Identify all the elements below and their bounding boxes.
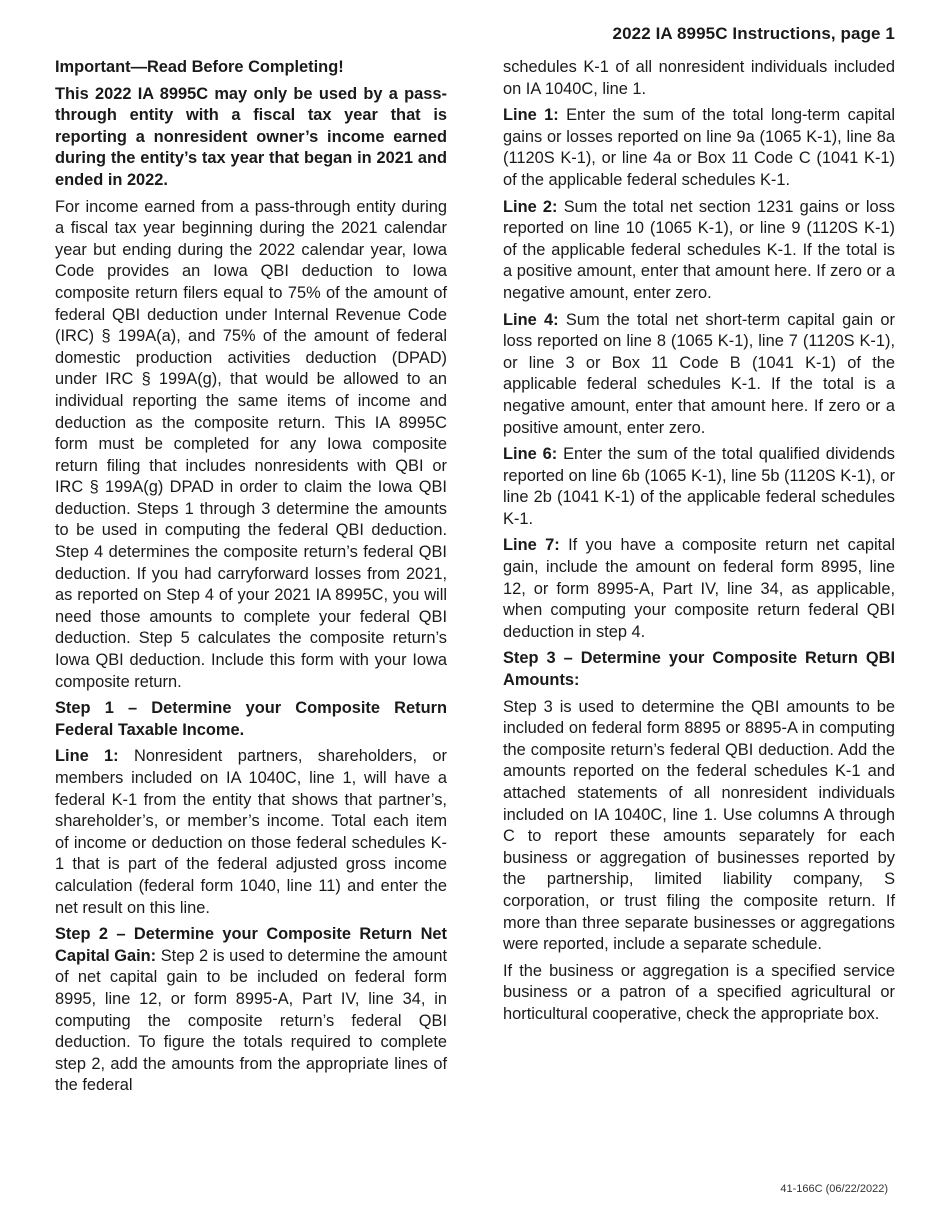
- step2-line6-label: Line 6:: [503, 445, 558, 464]
- step3-paragraph: Step 3 is used to determine the QBI amounts to be included on federal form 8895 or 8895-A in computing the composite return’s federal QBI deduction. Add the amounts reported on the federal schedules K-1 and attached statements of all nonresident individuals included on IA 1040C, line 1. Use columns A through C to report these amounts separately for each business or aggregation of businesses reported by the partnership, limited liability company, S corporation, or trust filing the composite return. If more than three separate businesses or aggregations were reported, include a separate schedule.: [503, 697, 895, 954]
- step1-line1-paragraph: [55, 746, 447, 919]
- step2-line2-text: Sum the total net section 1231 gains or loss reported on line 10 (1065 K-1), or line 9 (1120S K-1) of the applicable federal schedules K-1. If the total is a positive amount, enter that amount here. If zero or a negative amount, enter zero.: [503, 197, 895, 302]
- step2-line4-label: Line 4:: [503, 310, 559, 329]
- step2-line7-paragraph: [503, 535, 895, 643]
- step2-line6-text: Enter the sum of the total qualified dividends reported on line 6b (1065 K-1), line 5b (1120S K-1), or line 2b (1041 K-1) of the applicable federal schedules K-1.: [503, 445, 895, 528]
- step2-line1-label: Line 1:: [503, 106, 559, 125]
- intro-paragraph: For income earned from a pass-through entity during a fiscal tax year beginning during the 2021 calendar year but ending during the 2022 calendar year, Iowa Code provides an Iowa QBI deduction to Iowa composite return filers equal to 75% of the amount of federal QBI deduction under Internal Revenue Code (IRC) § 199A(a), and 75% of the amount of federal domestic production activities deduction (DPAD) under IRC § 199A(g), that would be allowed to an individual reporting the same items of income and deduction as the composite return. This IA 8995C form must be completed for any Iowa composite return filing that includes nonresidents with QBI or IRC § 199A(g) DPAD in order to claim the Iowa QBI deduction. Steps 1 through 3 determine the amounts to be used in computing the federal QBI deduction. Step 4 determines the composite return’s federal QBI deduction. If you had carryforward losses from 2021, as reported on Step 4 of your 2021 IA 8995C, you will need those amounts to complete your federal QBI deduction. Step 5 calculates the composite return’s Iowa QBI deduction. Include this form with your Iowa composite return.: [55, 197, 447, 691]
- step1-line1-text: Nonresident partners, shareholders, or members included on IA 1040C, line 1, will have a federal K-1 from the entity that shows that partner’s, shareholder’s, or member’s income. Total each item of income or deduction on those federal schedules K-1 that is part of the federal adjusted gross income calculation (federal form 1040, line 11) and enter the net result on this line.: [55, 747, 447, 917]
- step2-line6-paragraph: [503, 444, 895, 530]
- page-header-title: 2022 IA 8995C Instructions, page 1: [612, 24, 895, 43]
- step2-heading: Step 2 – Determine your Composite Return Net Capital Gain:: [55, 925, 447, 965]
- left-column: [55, 57, 447, 1102]
- step2-line1-text: Enter the sum of the total long-term capital gains or losses reported on line 9a (1065 K-1), line 8a (1120S K-1), or line 4a or Box 11 Code C (1041 K-1) of the applicable federal schedules K-1.: [503, 106, 895, 189]
- step1-line1-label: Line 1:: [55, 747, 119, 766]
- right-column: [503, 57, 895, 1031]
- step2-line7-label: Line 7:: [503, 536, 560, 555]
- step2-line2-label: Line 2:: [503, 197, 558, 216]
- step2-line4-text: Sum the total net short-term capital gain or loss reported on line 8 (1065 K-1), line 7 (1120S K-1), or line 3 or Box 11 Code B (1041 K-1) of the applicable federal schedules K-1. If the total is a negative amount, enter that amount here. If zero or a positive amount, enter zero.: [503, 310, 895, 437]
- step2-text: Step 2 is used to determine the amount of net capital gain to be included on federal form 8995, line 12, or form 8995-A, Part IV, line 34, in computing the composite return’s federal QBI deduction. To figure the totals required to complete step 2, add the amounts from the appropriate lines of the federal: [55, 946, 448, 1095]
- step2-continuation: schedules K-1 of all nonresident individuals included on IA 1040C, line 1.: [503, 58, 895, 98]
- form-id-footer: 41-166C (06/22/2022): [780, 1183, 888, 1195]
- step2-line1-paragraph: [503, 105, 895, 191]
- step2-paragraph: [55, 924, 447, 1097]
- important-heading: Important—Read Before Completing!: [55, 58, 344, 76]
- step3-paragraph-2: If the business or aggregation is a specified service business or a patron of a specified agricultural or horticultural cooperative, check the appropriate box.: [503, 961, 895, 1023]
- step1-heading: Step 1 – Determine your Composite Return Federal Taxable Income.: [55, 699, 447, 739]
- step3-heading: Step 3 – Determine your Composite Return QBI Amounts:: [503, 649, 895, 690]
- step2-line7-text: If you have a composite return net capital gain, include the amount on federal form 8995, line 12, or form 8995-A, Part IV, line 34, as applicable, when computing your composite return federal QBI deduction in step 4.: [503, 536, 895, 641]
- step2-line4-paragraph: [503, 310, 895, 440]
- important-notice: This 2022 IA 8995C may only be used by a pass-through entity with a fiscal tax year that is reporting a nonresident owner’s income earned during the entity’s tax year that began in 2021 and ended in 2022.: [55, 84, 447, 189]
- step2-line2-paragraph: [503, 197, 895, 305]
